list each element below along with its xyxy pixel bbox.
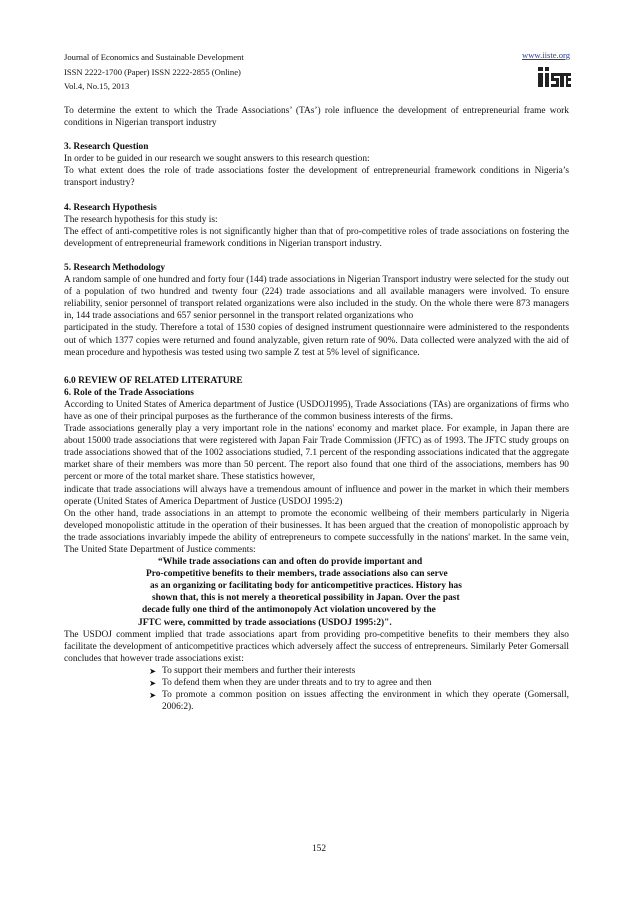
section-4-paragraph-2: The effect of anti-competitive roles is not significantly higher than that of pro-competitive roles of trade associations on fostering the development of entrepreneurial framework conditions in Nigerian transport industry. [64, 226, 569, 249]
section-3-heading: 3. Research Question [64, 142, 149, 153]
section-3-paragraph-2: To what extent does the role of trade associations foster the development of entrepreneurial framework conditions in Nigeria’s transport industry? [64, 166, 569, 189]
list-item-text: To promote a common position on issues affecting the environment in which they operate (Gomersall, 2006:2). [162, 690, 569, 713]
journal-issn: ISSN 2222-1700 (Paper) ISSN 2222-2855 (Online) [64, 66, 241, 77]
intro-paragraph: To determine the extent to which the Trade Associations’ (TAs’) role influence the development of entrepreneurial frame work conditions in Nigerian transport industry [64, 106, 569, 129]
list-item-text: To defend them when they are under threats and to try to agree and then [162, 678, 432, 689]
section-6-paragraph-4: On the other hand, trade associations in an attempt to promote the economic wellbeing of their members particularly in Nigeria developed monopolistic attitude in the operation of their businesses. It has been argued that the creation of monopolistic approach by the trade associations invariably impede the ability of entrepreneurs to compete successfully in the nations' market. In the same vein, The United State Department of Justice comments: [64, 508, 569, 555]
quote-line: “While trade associations can and often do provide important and [158, 557, 423, 568]
quote-line: as an organizing or facilitating body for anticompetitive practices. History has [150, 581, 462, 592]
block-quote [64, 556, 569, 629]
quote-line: JFTC were, committed by trade associations (USDOJ 1995:2)". [138, 617, 392, 628]
section-4-paragraph-1: The research hypothesis for this study is: [64, 214, 218, 225]
section-6-paragraph-5: The USDOJ comment implied that trade associations apart from providing pro-competitive benefits to their members they also facilitate the development of anticompetitive practices which adversely affect the success of entrepreneurs. Similarly Peter Gomersall concludes that however trade associations exist: [64, 629, 569, 664]
section-5-heading: 5. Research Methodology [64, 262, 166, 273]
list-item [149, 665, 569, 677]
quote-line: shown that, this is not merely a theoretical possibility in Japan. Over the past [152, 593, 460, 604]
journal-header [64, 50, 244, 94]
page-number: 152 [311, 844, 327, 854]
section-6-main-heading: 6.0 REVIEW OF RELATED LITERATURE [64, 375, 243, 386]
section-6-paragraph-3: indicate that trade associations will always have a tremendous amount of influence and power in the market in which their members operate (United States of America Department of Justice (USDOJ 1995:2) [64, 484, 569, 507]
journal-website-link[interactable]: www.iiste.org [522, 50, 570, 60]
quote-line: decade fully one third of the antimonopoly Act violation uncovered by the [142, 605, 436, 616]
section-5-paragraph-1: A random sample of one hundred and forty four (144) trade associations in Nigerian Transport industry were selected for the study out of a population of two hundred and twenty four (224) trade associations and all available managers were involved. To ensure reliability, senior personnel of transport related organizations were also included in the study. On the whole there were 873 managers in, 144 trade associations and 657 senior personnel in the transport related organizations who [64, 275, 569, 322]
section-3-paragraph-1: In order to be guided in our research we sought answers to this research question: [64, 154, 370, 165]
section-5-paragraph-2: participated in the study. Therefore a total of 1530 copies of designed instrument questionnaire were administered to the respondents out of which 1377 copies were returned and found analyzable, given return rate of 90%. Data collected were analyzed with the aid of mean procedure and hypothesis was tested using two sample Z test at 5% level of significance. [64, 323, 569, 358]
section-4-heading: 4. Research Hypothesis [64, 202, 157, 213]
list-item [149, 689, 569, 713]
section-6-paragraph-2: Trade associations generally play a very important role in the nations' economy and market place. For example, in Japan there are about 15000 trade associations that were registered with Japan Fair Trade Commission (JFTC) as of 1993. The JFTC study groups on trade associations showed that of the 1002 associations studied, 7.1 percent of the responding associations indicated that the aggregate market share of their members was more than 50 percent. The report also found that one third of the associations, members has 90 percent or more of the total market share. These statistics however, [64, 424, 569, 483]
list-item-text: To support their members and further their interests [162, 665, 356, 676]
main-content [64, 105, 569, 713]
section-6-heading: 6. Role of the Trade Associations [64, 387, 194, 398]
list-item [149, 677, 569, 689]
arrow-bullet-icon: ➤ [149, 665, 157, 676]
section-6-paragraph-1: According to United States of America department of Justice (USDOJ1995), Trade Associations (TAs) are organizations of firms who have as one of their principal purposes as the furtherance of the common business interests of the firms. [64, 399, 569, 422]
iiste-logo [537, 64, 571, 90]
journal-name: Journal of Economics and Sustainable Development [64, 52, 244, 62]
arrow-bullet-icon: ➤ [149, 678, 157, 689]
arrow-bullet-icon: ➤ [149, 690, 157, 701]
journal-volume: Vol.4, No.15, 2013 [64, 81, 130, 91]
quote-line: Pro-competitive benefits to their members, trade associations also can serve [146, 569, 448, 580]
bullet-list [64, 665, 569, 713]
